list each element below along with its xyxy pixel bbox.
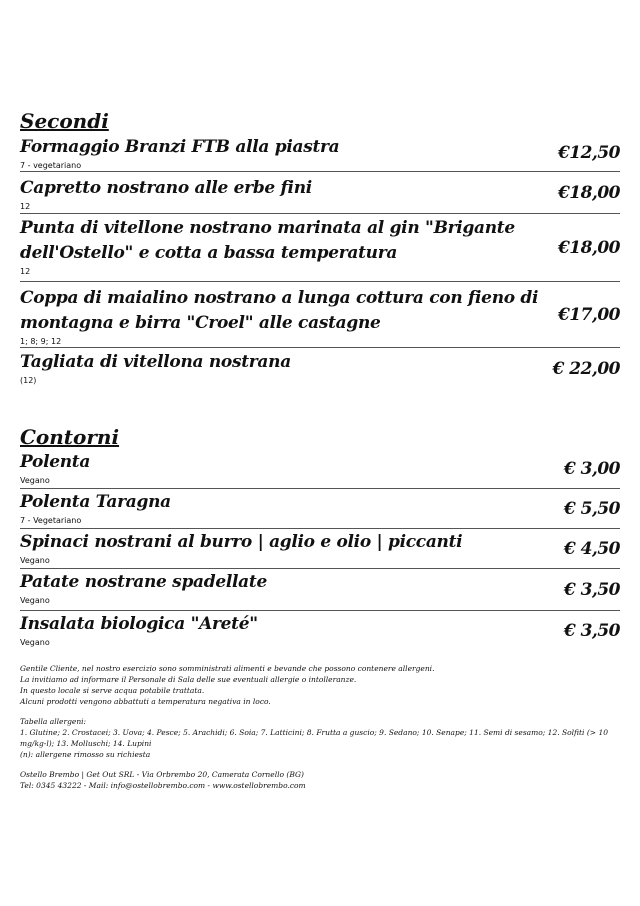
item-note: 7 - Vegetariano xyxy=(20,516,82,525)
item-price: € 4,50 xyxy=(563,538,620,559)
item-name: Patate nostrane spadellate xyxy=(20,572,267,592)
item-name: Polenta Taragna xyxy=(20,492,171,512)
section-title-secondi: Secondi xyxy=(20,109,109,133)
company-contacts: Tel: 0345 43222 - Mail: info@ostellobrembo.com - www.ostellobrembo.com xyxy=(20,781,306,790)
menu-item xyxy=(20,450,620,489)
menu-item xyxy=(20,611,620,651)
menu-item xyxy=(20,172,620,214)
item-note: 12 xyxy=(20,267,31,276)
item-note: 1; 8; 9; 12 xyxy=(20,337,62,346)
item-price: € 3,50 xyxy=(563,579,620,600)
footer-notes xyxy=(20,663,620,791)
item-name: Coppa di maialino nostrano a lunga cottura con fieno di montagna e birra "Croel" alle castagne xyxy=(20,288,539,333)
section-title-contorni: Contorni xyxy=(20,425,120,449)
item-price: €12,50 xyxy=(557,142,620,163)
allergen-list: 1. Glutine; 2. Crostacei; 3. Uova; 4. Pesce; 5. Arachidi; 6. Soia; 7. Latticini; 8. Frutta a guscio; 9. Sedano; 10. Senape; 11. Semi di sesamo; 12. Solfiti (> 10 mg/kg-l); 13. Molluschi; 14. Lupini xyxy=(20,728,608,748)
menu-item xyxy=(20,529,620,569)
customer-info xyxy=(20,663,620,707)
menu-item xyxy=(20,348,620,389)
company-info xyxy=(20,769,620,791)
item-note: (12) xyxy=(20,376,37,385)
item-price: €18,00 xyxy=(557,237,620,258)
menu-item xyxy=(20,214,620,282)
item-note: Vegano xyxy=(20,638,50,647)
menu-item xyxy=(20,489,620,529)
item-price: € 5,50 xyxy=(563,498,620,519)
item-name: Tagliata di vitellona nostrana xyxy=(20,352,291,372)
menu-item xyxy=(20,134,620,172)
item-name: Polenta xyxy=(20,452,91,472)
item-note: 12 xyxy=(20,202,31,211)
info-line: In questo locale si serve acqua potabile trattata. xyxy=(20,686,205,695)
item-price: €18,00 xyxy=(557,182,620,203)
item-name: Spinaci nostrani al burro | aglio e olio | piccanti xyxy=(20,532,463,552)
item-name: Formaggio Branzi FTB alla piastra xyxy=(20,137,340,157)
item-name: Punta di vitellone nostrano marinata al gin "Brigante dell'Ostello" e cotta a bassa temperatura xyxy=(20,218,515,263)
info-line: La invitiamo ad informare il Personale di Sala delle sue eventuali allergie o intolleranze. xyxy=(20,675,357,684)
item-price: € 3,00 xyxy=(563,459,620,479)
item-price: € 22,00 xyxy=(552,358,620,379)
menu-page xyxy=(20,108,620,800)
allergen-title: Tabella allergeni: xyxy=(20,717,87,726)
info-line: Gentile Cliente, nel nostro esercizio sono somministrati alimenti e bevande che possono contenere allergeni. xyxy=(20,664,435,673)
item-price: €17,00 xyxy=(557,304,620,325)
allergen-table xyxy=(20,716,620,760)
item-name: Capretto nostrano alle erbe fini xyxy=(20,178,312,198)
menu-item xyxy=(20,569,620,611)
item-note: Vegano xyxy=(20,476,50,485)
item-note: Vegano xyxy=(20,596,50,605)
company-address: Ostello Brembo | Get Out SRL - Via Orbrembo 20, Camerata Cornello (BG) xyxy=(20,770,304,779)
allergen-note: (n): allergene rimosso su richiesta xyxy=(20,750,151,759)
item-note: 7 - vegetariano xyxy=(20,161,82,170)
item-note: Vegano xyxy=(20,556,50,565)
info-line: Alcuni prodotti vengono abbattuti a temperatura negativa in loco. xyxy=(20,697,271,706)
section-contorni xyxy=(20,424,620,651)
item-name: Insalata biologica "Areté" xyxy=(20,614,258,634)
menu-item xyxy=(20,282,620,348)
item-price: € 3,50 xyxy=(563,621,620,641)
section-secondi xyxy=(20,108,620,389)
